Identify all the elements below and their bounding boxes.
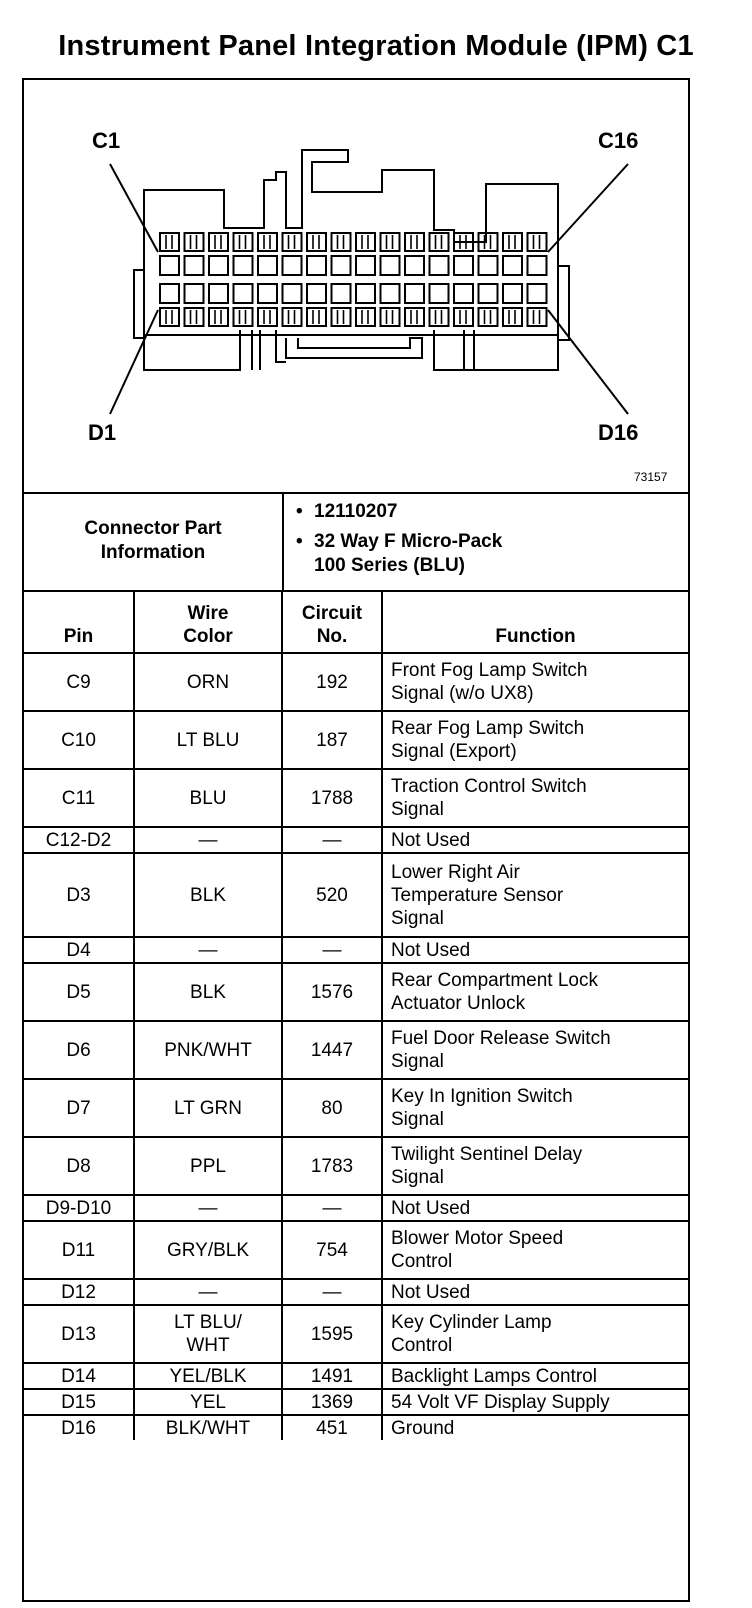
function-line: Front Fog Lamp Switch (391, 660, 588, 681)
wire-color-cell (134, 1363, 282, 1389)
wire-color-cell (134, 827, 282, 853)
connector-info-label-line1: Connector Part (84, 518, 222, 539)
callout-line-c1 (110, 164, 158, 252)
connector-cavity (185, 256, 204, 275)
cavity-rows (160, 233, 547, 326)
connector-cavity (307, 256, 326, 275)
table-row (24, 937, 688, 963)
connector-info-label-line2: Information (100, 542, 206, 563)
wire-color-cell (134, 1079, 282, 1137)
function-cell (382, 1305, 688, 1363)
function-line: Key Cylinder Lamp (391, 1312, 552, 1333)
bullet-icon: • (296, 531, 303, 552)
connector-cavity (332, 308, 351, 326)
header-function: Function (382, 591, 688, 653)
connector-left-tab (134, 270, 144, 338)
function-cell (382, 711, 688, 769)
connector-key-slot (286, 338, 422, 358)
connector-cavity (283, 233, 302, 251)
function-line: Not Used (391, 829, 471, 851)
function-cell (382, 1079, 688, 1137)
connector-cavity (209, 256, 228, 275)
header-circuit-no (282, 591, 382, 653)
circuit-cell: 187 (282, 711, 382, 769)
circuit-cell: — (282, 937, 382, 963)
connector-cavity (307, 233, 326, 251)
wire-color-line: YEL/BLK (169, 1365, 247, 1387)
circuit-cell: 1788 (282, 769, 382, 827)
callout-line-c16 (548, 164, 628, 252)
connector-diagram (24, 80, 688, 494)
connector-cavity (356, 256, 375, 275)
label-c16: C16 (598, 128, 639, 153)
wire-color-cell (134, 1021, 282, 1079)
wire-color-cell (134, 1415, 282, 1440)
connector-info-values (296, 500, 676, 578)
function-line: Control (391, 1251, 453, 1272)
pin-cell: C10 (24, 711, 134, 769)
pin-cell: D14 (24, 1363, 134, 1389)
table-row (24, 963, 688, 1021)
header-wire-line2: Color (183, 626, 233, 647)
connector-cavity (356, 233, 375, 251)
pin-cell: D4 (24, 937, 134, 963)
function-line: Fuel Door Release Switch (391, 1028, 611, 1049)
circuit-cell: — (282, 1195, 382, 1221)
pin-table (24, 590, 688, 1440)
connector-cavity (454, 308, 473, 326)
pin-cell: C11 (24, 769, 134, 827)
table-row (24, 827, 688, 853)
part-number: 12110207 (314, 501, 398, 522)
function-cell (382, 1137, 688, 1195)
circuit-cell: 1447 (282, 1021, 382, 1079)
header-circuit-line2: No. (316, 626, 348, 647)
connector-drawing (24, 80, 688, 492)
connector-cavity (430, 308, 449, 326)
connector-cavity (479, 284, 498, 303)
connector-cavity (160, 308, 179, 326)
wire-color-line: ORN (186, 671, 230, 693)
table-row (24, 1279, 688, 1305)
function-line: Rear Fog Lamp Switch (391, 718, 585, 739)
function-cell (382, 1195, 688, 1221)
function-line: Signal (391, 799, 444, 820)
connector-cavity (160, 233, 179, 251)
callout-line-d16 (548, 310, 628, 414)
function-line: Control (391, 1335, 453, 1356)
connector-cavity (430, 233, 449, 251)
table-row (24, 1195, 688, 1221)
function-line: Signal (w/o UX8) (391, 683, 534, 704)
table-row (24, 1363, 688, 1389)
function-line: 54 Volt VF Display Supply (391, 1391, 610, 1413)
function-cell (382, 1221, 688, 1279)
header-circuit-line1: Circuit (301, 603, 363, 624)
connector-cavity (332, 233, 351, 251)
circuit-cell: — (282, 1279, 382, 1305)
pin-cell: C12-D2 (24, 827, 134, 853)
connector-cavity (479, 308, 498, 326)
function-line: Not Used (391, 939, 471, 961)
connector-cavity (430, 256, 449, 275)
wire-color-line: — (198, 1281, 218, 1303)
wire-color-cell (134, 937, 282, 963)
bullet-icon: • (296, 501, 303, 522)
connector-cavity (332, 284, 351, 303)
connector-cavity (283, 256, 302, 275)
connector-cavity (454, 284, 473, 303)
page-title: Instrument Panel Integration Module (IPM) C1 (58, 30, 694, 62)
pin-cell: D7 (24, 1079, 134, 1137)
connector-cavity (503, 284, 522, 303)
function-line: Traction Control Switch (391, 776, 587, 797)
label-d16: D16 (598, 420, 639, 445)
wire-color-cell (134, 1279, 282, 1305)
wire-color-cell (134, 1221, 282, 1279)
connector-cavity (307, 284, 326, 303)
function-cell (382, 963, 688, 1021)
wire-color-line: YEL (190, 1391, 226, 1413)
header-wire-color (134, 591, 282, 653)
function-line: Key In Ignition Switch (391, 1086, 573, 1107)
function-line: Rear Compartment Lock (391, 970, 598, 991)
function-cell (382, 827, 688, 853)
connector-cavity (356, 308, 375, 326)
pin-cell: D5 (24, 963, 134, 1021)
wire-color-line: — (198, 829, 218, 851)
connector-description-line2: 100 Series (BLU) (314, 555, 466, 576)
connector-cavity (258, 284, 277, 303)
function-line: Not Used (391, 1281, 471, 1303)
wire-color-cell (134, 711, 282, 769)
function-cell (382, 1279, 688, 1305)
function-line: Actuator Unlock (391, 993, 526, 1014)
connector-cavity (185, 233, 204, 251)
label-d1: D1 (88, 420, 117, 445)
figure-number: 73157 (634, 470, 668, 484)
circuit-cell: 520 (282, 853, 382, 937)
circuit-cell: 80 (282, 1079, 382, 1137)
function-line: Backlight Lamps Control (391, 1365, 597, 1387)
connector-cavity (209, 284, 228, 303)
pin-cell: D6 (24, 1021, 134, 1079)
circuit-cell: 1576 (282, 963, 382, 1021)
connector-cavity (381, 308, 400, 326)
function-line: Ground (391, 1417, 455, 1439)
wire-color-cell (134, 963, 282, 1021)
wire-color-cell (134, 853, 282, 937)
table-row (24, 1021, 688, 1079)
connector-cavity (258, 233, 277, 251)
wire-color-cell (134, 653, 282, 711)
connector-cavity (356, 284, 375, 303)
connector-cavity (258, 308, 277, 326)
circuit-cell: 1491 (282, 1363, 382, 1389)
table-row (24, 1415, 688, 1440)
function-line: Blower Motor Speed (391, 1228, 564, 1249)
connector-cavity (258, 256, 277, 275)
wire-color-line: BLK/WHT (165, 1417, 251, 1439)
connector-cavity (381, 256, 400, 275)
circuit-cell: 1595 (282, 1305, 382, 1363)
function-cell (382, 1389, 688, 1415)
connector-cavity (454, 256, 473, 275)
wire-color-line: — (198, 939, 218, 961)
connector-cavity (503, 256, 522, 275)
connector-cavity (234, 256, 253, 275)
connector-cavity (209, 233, 228, 251)
function-line: Signal (Export) (391, 741, 517, 762)
wire-color-line: LT BLU (176, 729, 240, 751)
connector-cavity (479, 256, 498, 275)
wire-color-line: BLU (189, 787, 227, 809)
function-line: Signal (391, 907, 444, 929)
circuit-cell: 754 (282, 1221, 382, 1279)
table-row (24, 1305, 688, 1363)
circuit-cell: 451 (282, 1415, 382, 1440)
table-row (24, 711, 688, 769)
wire-color-line: PPL (190, 1155, 226, 1177)
wire-color-line: GRY/BLK (166, 1239, 250, 1261)
function-cell (382, 769, 688, 827)
function-cell (382, 653, 688, 711)
connector-cavity (332, 256, 351, 275)
wire-color-line: WHT (186, 1335, 230, 1356)
connector-cavity (405, 256, 424, 275)
wire-color-line: — (198, 1197, 218, 1219)
table-row (24, 1221, 688, 1279)
connector-cavity (209, 308, 228, 326)
function-line: Lower Right Air (391, 861, 520, 883)
function-cell (382, 1363, 688, 1389)
function-line: Signal (391, 1109, 444, 1130)
table-row (24, 1079, 688, 1137)
function-line: Signal (391, 1051, 444, 1072)
pin-cell: D13 (24, 1305, 134, 1363)
function-line: Not Used (391, 1197, 471, 1219)
connector-cavity (185, 308, 204, 326)
function-cell (382, 853, 688, 937)
pin-cell: D8 (24, 1137, 134, 1195)
connector-cavity (234, 233, 253, 251)
pin-cell: D12 (24, 1279, 134, 1305)
wire-color-cell (134, 1389, 282, 1415)
connector-cavity (234, 284, 253, 303)
connector-cavity (405, 308, 424, 326)
function-cell (382, 1021, 688, 1079)
connector-cavity (405, 284, 424, 303)
table-row (24, 853, 688, 937)
connector-cavity (528, 233, 547, 251)
connector-cavity (234, 308, 253, 326)
function-line: Signal (391, 1167, 444, 1188)
connector-cavity (528, 284, 547, 303)
wire-color-cell (134, 1305, 282, 1363)
circuit-cell: 1783 (282, 1137, 382, 1195)
wire-color-cell (134, 1195, 282, 1221)
header-wire-line1: Wire (187, 603, 229, 624)
connector-cavity (160, 284, 179, 303)
pin-cell: D11 (24, 1221, 134, 1279)
connector-cavity (503, 233, 522, 251)
connector-cavity (405, 233, 424, 251)
connector-cavity (503, 308, 522, 326)
connector-cavity (160, 256, 179, 275)
pin-cell: D3 (24, 853, 134, 937)
wire-color-line: BLK (190, 884, 226, 906)
connector-cavity (381, 284, 400, 303)
connector-cavity (283, 308, 302, 326)
connector-cavity (185, 284, 204, 303)
function-line: Twilight Sentinel Delay (391, 1144, 583, 1165)
circuit-cell: 192 (282, 653, 382, 711)
wire-color-cell (134, 1137, 282, 1195)
table-row (24, 653, 688, 711)
wire-color-line: LT BLU/ (174, 1312, 242, 1333)
connector-cavity (528, 256, 547, 275)
connector-cavity (528, 308, 547, 326)
label-c1: C1 (92, 128, 121, 153)
function-cell (382, 1415, 688, 1440)
wire-color-cell (134, 769, 282, 827)
wire-color-line: LT GRN (174, 1097, 242, 1119)
connector-part-info (24, 492, 688, 592)
wire-color-line: PNK/WHT (164, 1039, 252, 1061)
table-row (24, 1389, 688, 1415)
connector-description-line1: 32 Way F Micro-Pack (314, 531, 503, 552)
pin-cell: D15 (24, 1389, 134, 1415)
pin-cell: D9-D10 (24, 1195, 134, 1221)
connector-info-label (24, 492, 284, 590)
table-row (24, 769, 688, 827)
wire-color-line: BLK (190, 981, 226, 1003)
circuit-cell: — (282, 827, 382, 853)
circuit-cell: 1369 (282, 1389, 382, 1415)
connector-cavity (430, 284, 449, 303)
connector-frame (22, 78, 690, 1602)
connector-cavity (283, 284, 302, 303)
table-row (24, 1137, 688, 1195)
connector-cavity (381, 233, 400, 251)
header-pin: Pin (24, 591, 134, 653)
function-line: Temperature Sensor (391, 884, 564, 906)
pin-cell: C9 (24, 653, 134, 711)
pin-cell: D16 (24, 1415, 134, 1440)
connector-cavity (307, 308, 326, 326)
function-cell (382, 937, 688, 963)
